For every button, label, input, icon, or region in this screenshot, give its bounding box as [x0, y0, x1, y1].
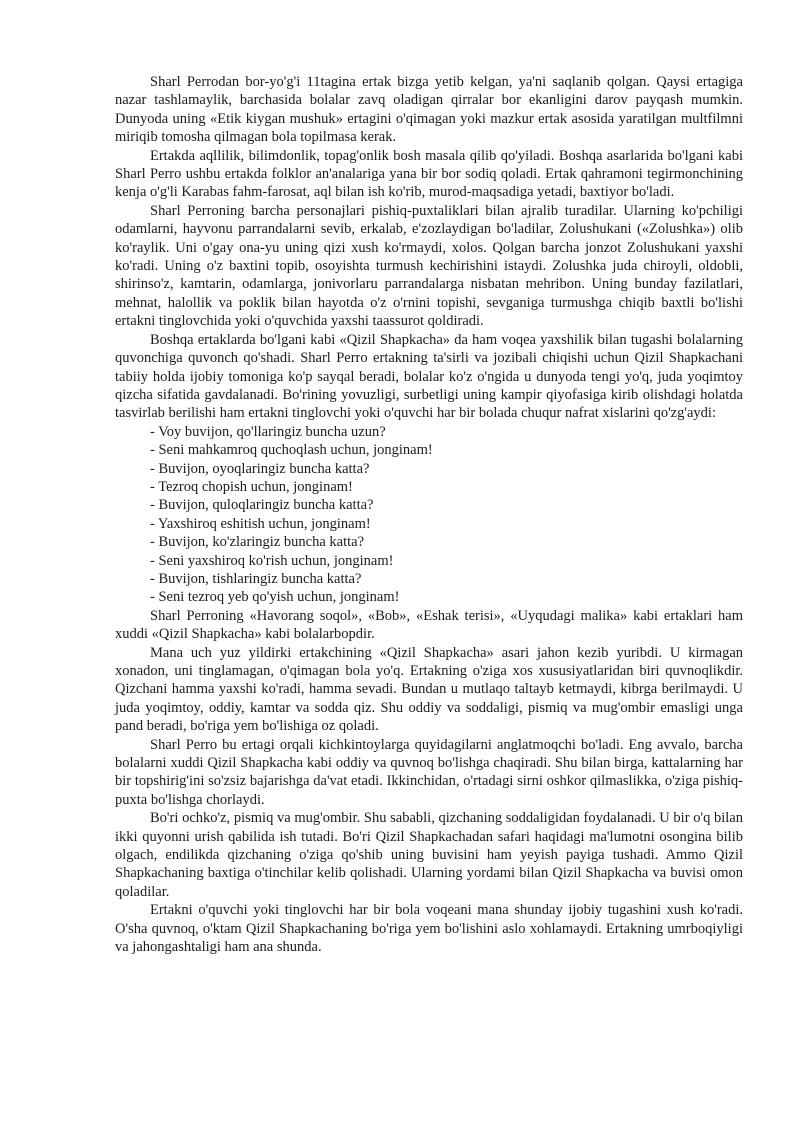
paragraph-other-tales: Sharl Perroning «Havorang soqol», «Bob», «Eshak terisi», «Uyqudagi malika» kabi ertaklari ham xuddi «Qizil Shapkacha» kabi bolalarbopdir. [115, 607, 743, 643]
paragraph-lessons: Sharl Perro bu ertagi orqali kichkintoylarga quyidagilarni anglatmoqchi bo'ladi. Eng avvalo, barcha bolalarni xuddi Qizil Shapkacha kabi oddiy va quvnoq bo'lishga chaqiradi. Shu bilan birga, kattalarning har bir topshirig'ini so'zsiz bajarishga da'vat etadi. Ikkinchidan, o'rtadagi sirni oshkor qilmaslikka, o'ziga pishiq-puxta bo'lishga chorlaydi. [115, 736, 743, 808]
dialogue-line: - Yaxshiroq eshitish uchun, jonginam! [150, 515, 371, 532]
dialogue-block [115, 423, 743, 607]
paragraph-perrault-tales-count: Sharl Perrodan bor-yo'g'i 11tagina ertak bizga yetib kelgan, ya'ni saqlanib qolgan. Qaysi ertagiga nazar tashlamaylik, barchasida bolalar zavq oladigan qirralar bor ekanligini darov payqash mumkin. Dunyoda uning «Etik kiygan mushuk» ertagini o'qimagan yoki mazkur ertak asosida yaratilgan multfilmni miriqib tomosha qilmagan bola topilmasa kerak. [115, 74, 743, 146]
paragraph-wolf: Bo'ri ochko'z, pismiq va mug'ombir. Shu sababli, qizchaning soddaligidan foydalanadi. U bir o'q bilan ikki quyonni urish qabilida ish tutadi. Bo'ri Qizil Shapkachadan safari haqidagi ma'lumotni osongina bilib olgach, endilikda qizchaning o'ziga qo'shib uning buvisini ham yeyish payiga tushadi. Ammo Qizil Shapkachaning baxtiga o'tinchilar kelib qolishadi. Ularning yordami bilan Qizil Shapkacha va buvisi omon qoladilar. [115, 810, 743, 900]
dialogue-line: - Voy buvijon, qo'llaringiz buncha uzun? [150, 423, 386, 440]
dialogue-line: - Buvijon, oyoqlaringiz buncha katta? [150, 460, 370, 477]
dialogue-line: - Tezroq chopish uchun, jonginam! [150, 478, 353, 495]
paragraph-cinderella: Sharl Perroning barcha personajlari pishiq-puxtaliklari bilan ajralib turadilar. Ularning ko'pchiligi odamlarni, hayvonu parrandalarni sevib, erkalab, e'zozlaydigan bo'ladilar, Zolushukani («Zolushka») olib ko'raylik. Uni o'gay ona-yu uning qizi xush ko'rmaydi, xolos. Qolgan barcha jonzot Zolushukani yaxshi ko'radi. Uning o'z baxtini topib, osoyishta turmush kechirishini istaydi. Zolushka juda chiroyli, oldobli, shirinso'z, kamtarin, odamlarga, jonivorlaru parrandalarga nisbatan mehribon. Uning bunday fazilatlari, mehnat, halollik va poklik bilan hayotda o'z o'rnini topishi, sevganiga turmushga chiqib baxtli bo'lishi ertakni tinglovchida yoki o'quvchida yaxshi taassurot qoldiradi. [115, 202, 743, 330]
dialogue-line: - Buvijon, quloqlaringiz buncha katta? [150, 497, 374, 514]
paragraph-conclusion: Ertakni o'quvchi yoki tinglovchi har bir bola voqeani mana shunday ijobiy tugashini xush ko'radi. O'sha quvnoq, o'ktam Qizil Shapkachaning bo'riga yem bo'lishini aslo xohlamaydi. Ertakning umrboqiyligi va jahongashtaligi ham ana shunda. [115, 902, 743, 956]
paragraph-red-riding-hood-intro: Boshqa ertaklarda bo'lgani kabi «Qizil Shapkacha» da ham voqea yaxshilik bilan tugashi bolalarning quvonchiga quvonch qo'shadi. Sharl Perro ertakning ta'sirli va jozibali chiqishi uchun Qizil Shapkachani tabiiy holda ijobiy tomoniga ko'p sayqal beradi, bolalar ko'z o'ngida u dunyoda tengi yo'q, juda yoqimtoy qizcha sifatida gavdalanadi. Bo'rining yovuzligi, surbetligi uning kampir qiyofasiga kirib olishdagi holatda tasvirlab berilishi ham ertakni tinglovchi yoki o'quvchi har bir bolada chuqur nafrat xislarini qo'zg'aydi: [115, 331, 743, 422]
dialogue-line: - Buvijon, ko'zlaringiz buncha katta? [150, 534, 365, 551]
document-page [115, 73, 743, 957]
dialogue-line: - Seni yaxshiroq ko'rish uchun, jonginam! [150, 552, 394, 569]
dialogue-line: - Seni mahkamroq quchoqlash uchun, jonginam! [150, 442, 433, 459]
paragraph-three-hundred-years: Mana uch yuz yildirki ertakchining «Qizil Shapkacha» asari jahon kezib yuribdi. U kirmagan xonadon, uni tinglamagan, o'qimagan bola yo'q. Ertakning o'ziga xos xususiyatlaridan biri quvnoqlikdir. Qizchani hamma yaxshi ko'radi, hamma sevadi. Bundan u mutlaqo taltayb ketmaydi, kibrga berilmaydi. U juda yoqimtoy, oddiy, kamtar va sodda qiz. Shu oddiy va soddaligi, pismiq va mug'ombir emasligi unga pand beradi, bo'riga yem bo'lishiga oz qoladi. [115, 644, 743, 735]
paragraph-puss-in-boots: Ertakda aqllilik, bilimdonlik, topag'onlik bosh masala qilib qo'yiladi. Boshqa asarlarida bo'lgani kabi Sharl Perro ushbu ertakda folklor an'analariga yana bir bor sodiq qoladi. Ertak qahramoni tegirmonchining kenja o'g'li Karabas fahm-farosat, aql bilan ish ko'rib, murod-maqsadiga yetadi, baxtiyor bo'ladi. [115, 147, 743, 201]
dialogue-line: - Buvijon, tishlaringiz buncha katta? [150, 570, 362, 587]
dialogue-line: - Seni tezroq yeb qo'yish uchun, jonginam! [150, 589, 400, 606]
